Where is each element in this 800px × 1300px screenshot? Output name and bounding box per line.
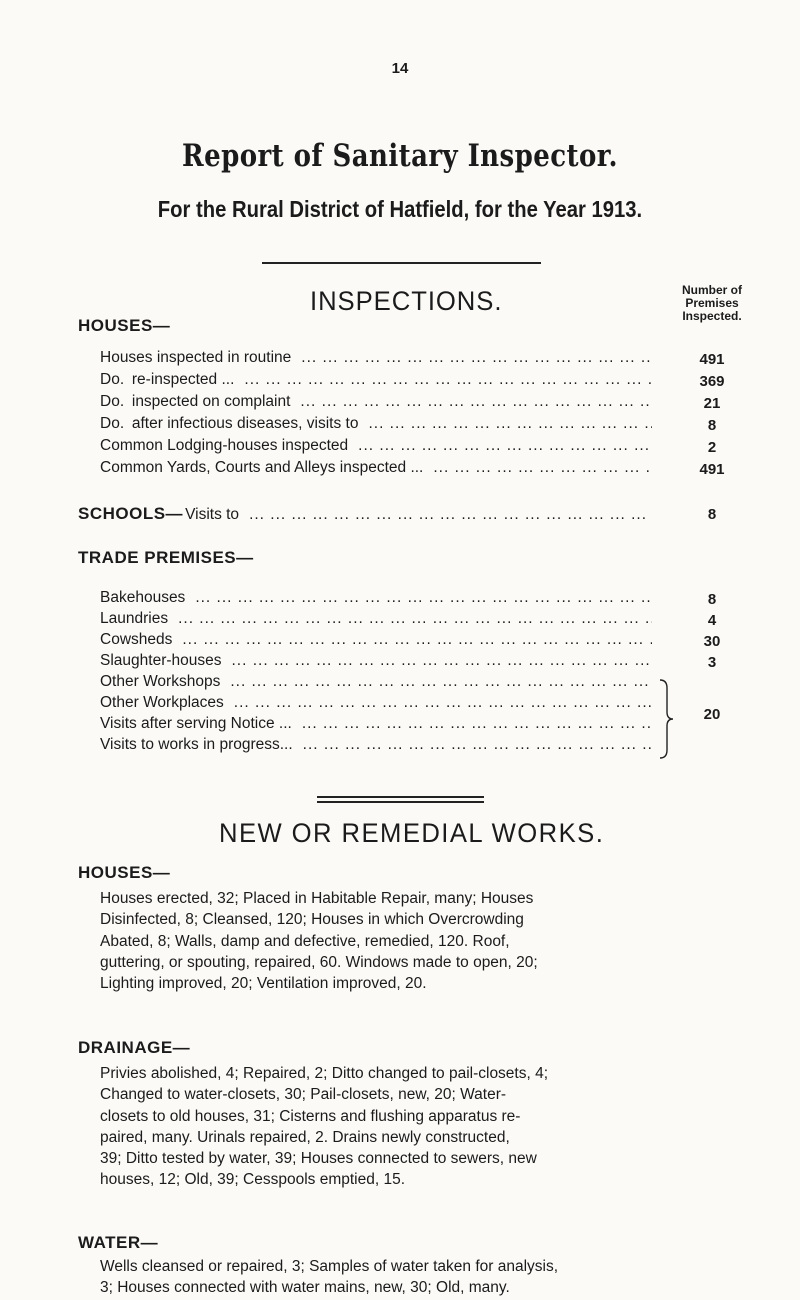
table-row — [100, 371, 652, 393]
paragraph-line: Privies abolished, 4; Repaired, 2; Ditto changed to pail-closets, 4; — [100, 1065, 549, 1082]
row-label: Cowsheds — [100, 631, 173, 648]
section-paragraph — [100, 1256, 722, 1299]
table-row — [100, 610, 652, 632]
row-value: 4 — [707, 612, 717, 629]
column-header-line: Inspected. — [682, 309, 742, 323]
section-heading: DRAINAGE— — [78, 1038, 191, 1057]
row-value: 21 — [703, 395, 721, 412]
paragraph-line: Houses erected, 32; Placed in Habitable Repair, many; Houses — [100, 890, 534, 907]
row-label: Laundries — [100, 610, 169, 627]
schools-label: Visits to — [185, 506, 240, 523]
row-value: 8 — [707, 591, 717, 608]
table-row — [100, 631, 652, 653]
row-label: Do. inspected on complaint — [100, 393, 291, 410]
paragraph-line: Changed to water-closets, 30; Pail-closets, new, 20; Water- — [100, 1086, 507, 1104]
schools-row — [78, 504, 652, 526]
column-header-line: Number of — [682, 283, 742, 297]
section-paragraph — [100, 1063, 722, 1191]
inspections-heading: INSPECTIONS. — [310, 286, 503, 316]
table-row — [100, 415, 652, 437]
table-row — [100, 673, 652, 695]
row-value: 3 — [707, 654, 717, 671]
trade-heading: TRADE PREMISES— — [78, 548, 254, 567]
table-row — [100, 736, 652, 758]
row-value: 2 — [707, 439, 717, 456]
column-header-line: Premises — [685, 296, 739, 310]
group-value: 20 — [703, 706, 721, 723]
table-row — [100, 393, 652, 415]
row-label: Other Workshops — [100, 673, 221, 690]
divider-double-bottom — [317, 801, 484, 803]
paragraph-line: closets to old houses, 31; Cisterns and flushing apparatus re- — [100, 1107, 521, 1125]
group-brace — [657, 678, 677, 760]
schools-value: 8 — [707, 506, 717, 523]
row-label: Other Workplaces — [100, 694, 224, 711]
report-subtitle: For the Rural District of Hatfield, for the Year 1913. — [157, 196, 643, 222]
row-label: Common Lodging-houses inspected — [100, 437, 349, 454]
page-number: 14 — [391, 60, 409, 77]
paragraph-line: 3; Houses connected with water mains, new, 30; Old, many. — [100, 1279, 510, 1297]
paragraph-line: Disinfected, 8; Cleansed, 120; Houses in which Overcrowding — [100, 911, 524, 929]
paragraph-line: Abated, 8; Walls, damp and defective, remedied, 120. Roof, — [100, 932, 510, 950]
paragraph-line: houses, 12; Old, 39; Cesspools emptied, 15. — [100, 1171, 406, 1189]
divider-top — [262, 262, 541, 264]
section-heading: HOUSES— — [78, 863, 171, 882]
paragraph-line: guttering, or spouting, repaired, 60. Windows made to open, 20; — [100, 953, 538, 971]
table-row — [100, 459, 652, 481]
row-value: 30 — [703, 633, 721, 650]
table-row — [100, 589, 652, 611]
houses-heading: HOUSES— — [78, 316, 171, 335]
row-label: Visits after serving Notice ... — [100, 715, 292, 732]
paragraph-line: Lighting improved, 20; Ventilation improved, 20. — [100, 975, 427, 993]
table-row — [100, 652, 652, 674]
row-label: Visits to works in progress... — [100, 736, 293, 753]
paragraph-line: paired, many. Urinals repaired, 2. Drains newly constructed, — [100, 1128, 510, 1146]
row-label: Common Yards, Courts and Alleys inspected ... — [100, 459, 424, 476]
column-header — [657, 284, 767, 323]
row-value: 491 — [699, 461, 725, 478]
paragraph-line: 39; Ditto tested by water, 39; Houses connected to sewers, new — [100, 1150, 537, 1168]
row-label: Bakehouses — [100, 589, 186, 606]
table-row — [100, 437, 652, 459]
row-value: 8 — [707, 417, 717, 434]
remedial-heading: NEW OR REMEDIAL WORKS. — [219, 818, 605, 848]
table-row — [100, 349, 652, 371]
divider-double-top — [317, 796, 484, 798]
report-title: Report of Sanitary Inspector. — [182, 138, 618, 174]
table-row — [100, 694, 652, 716]
row-label: Do. after infectious diseases, visits to — [100, 415, 359, 432]
row-label: Slaughter-houses — [100, 652, 222, 669]
row-label: Do. re-inspected ... — [100, 371, 235, 388]
row-value: 369 — [699, 373, 725, 390]
row-label: Houses inspected in routine — [100, 349, 292, 366]
row-value: 491 — [699, 351, 725, 368]
section-heading: WATER— — [78, 1233, 159, 1252]
schools-heading: SCHOOLS— — [78, 504, 184, 523]
paragraph-line: Wells cleansed or repaired, 3; Samples of water taken for analysis, — [100, 1258, 559, 1275]
table-row — [100, 715, 652, 737]
section-paragraph — [100, 888, 722, 994]
